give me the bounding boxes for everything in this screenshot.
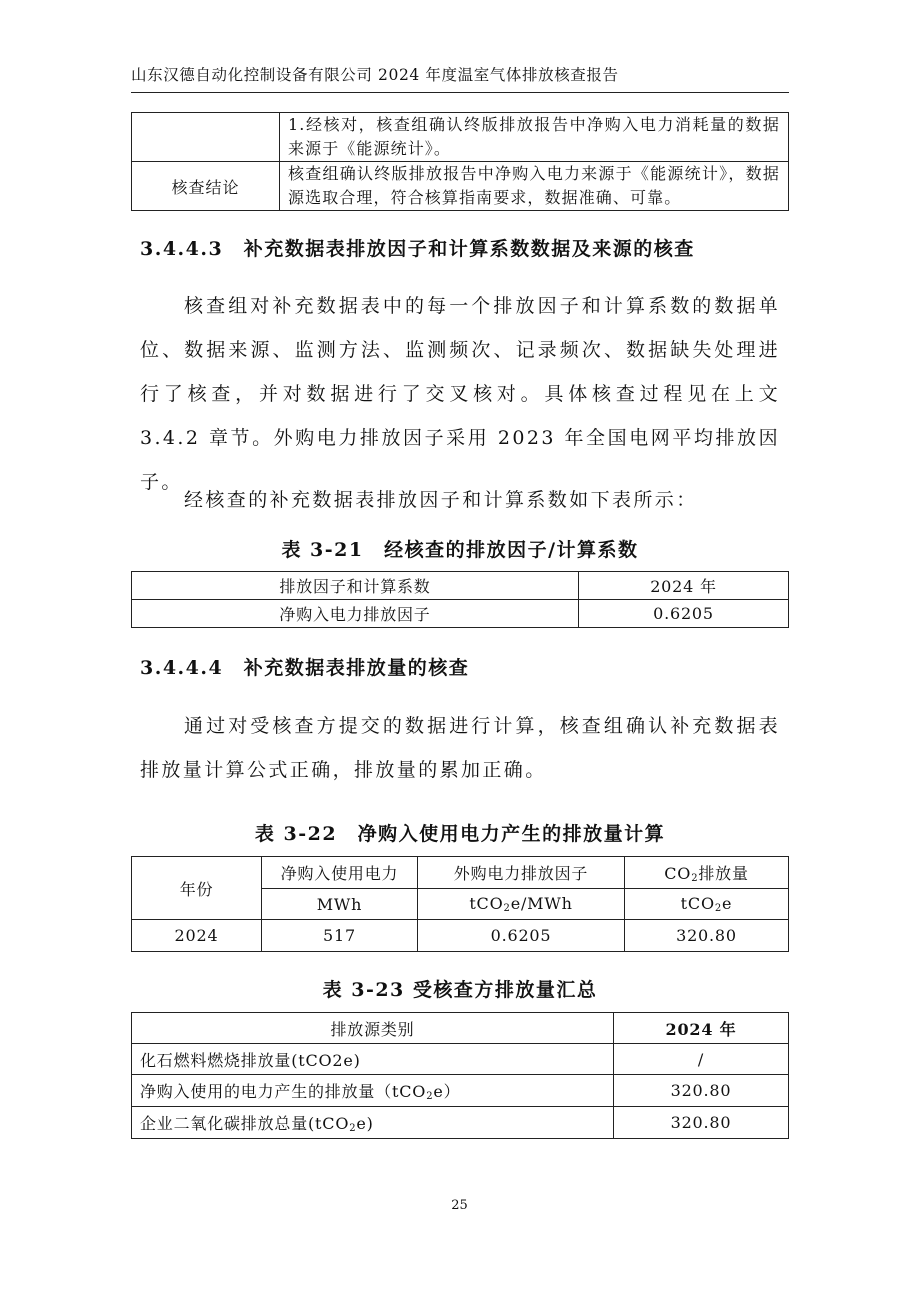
table-3-23-row-total-value: 320.80: [614, 1107, 789, 1139]
table-3-21-header-year: 2024 年: [579, 572, 789, 600]
table-3-22-unit-factor: tCO$_2$e/MWh: [418, 889, 625, 920]
table-3-23-header-year: 2024 年: [614, 1013, 789, 1044]
table-3-22-unit-power: MWh: [262, 889, 418, 920]
table-3-21-caption: 表 3-21 经核查的排放因子/计算系数: [281, 539, 639, 561]
table-3-23-row-power-label: 净购入使用的电力产生的排放量（tCO$_2$e）: [132, 1075, 614, 1107]
table-3-23-row-fossil-label: 化石燃料燃烧排放量(tCO2e): [132, 1044, 614, 1075]
section-3443-paragraph-2: 经核查的补充数据表排放因子和计算系数如下表所示：: [184, 489, 698, 511]
table-3-21: [131, 571, 789, 628]
table-3-21-row-label: 净购入电力排放因子: [132, 600, 579, 628]
table-3-21-header-factor: 排放因子和计算系数: [132, 572, 579, 600]
table-3-22-row-power: 517: [262, 920, 418, 952]
table-3-22-row-emission: 320.80: [625, 920, 789, 952]
section-heading-3444: 3.4.4.4 补充数据表排放量的核查: [140, 657, 470, 679]
table-3-22-col-factor: 外购电力排放因子: [418, 857, 625, 889]
table-3-22-col-power: 净购入使用电力: [262, 857, 418, 889]
table-3-23-row-fossil-value: /: [614, 1044, 789, 1075]
table-3-23-row-power-value: 320.80: [614, 1075, 789, 1107]
table-3-22-col-year: 年份: [132, 857, 262, 920]
conclusion-label: 核查结论: [132, 162, 280, 211]
table-3-23-caption: 表 3-23 受核查方排放量汇总: [322, 979, 598, 1001]
table-3-22: [131, 856, 789, 952]
table-3-22-row-factor: 0.6205: [418, 920, 625, 952]
table-3-22-unit-emission: tCO$_2$e: [625, 889, 789, 920]
section-heading-3443: 3.4.4.3 补充数据表排放因子和计算系数数据及来源的核查: [140, 238, 695, 260]
table-3-23-row-total-label: 企业二氧化碳排放总量(tCO$_2$e): [132, 1107, 614, 1139]
table-3-23-header-source: 排放源类别: [132, 1013, 614, 1044]
section-3443-paragraph-1: 核查组对补充数据表中的每一个排放因子和计算系数的数据单位、数据来源、监测方法、监测频次、记录频次、数据缺失处理进行了核查，并对数据进行了交叉核对。具体核查过程见在上文 3.4.2 章节。外购电力排放因子采用 2023 年全国电网平均排放因子。: [140, 295, 780, 493]
verification-conclusion-table: [131, 112, 789, 211]
table-3-22-col-emission: $CO_2$排放量: [625, 857, 789, 889]
verification-note: 1.经核对，核查组确认终版排放报告中净购入电力消耗量的数据来源于《能源统计》。: [280, 113, 789, 162]
table-3-22-caption: 表 3-22 净购入使用电力产生的排放量计算: [254, 823, 666, 845]
page-header: 山东汉德自动化控制设备有限公司 2024 年度温室气体排放核查报告: [131, 58, 789, 93]
table-3-21-row-value: 0.6205: [579, 600, 789, 628]
page-number: 25: [451, 1198, 468, 1213]
table-3-23: [131, 1012, 789, 1139]
conclusion-text: 核查组确认终版排放报告中净购入电力来源于《能源统计》，数据源选取合理，符合核算指南要求，数据准确、可靠。: [280, 162, 789, 211]
empty-label-cell: [132, 113, 280, 162]
table-3-22-row-year: 2024: [132, 920, 262, 952]
section-3444-paragraph: 通过对受核查方提交的数据进行计算，核查组确认补充数据表排放量计算公式正确，排放量的累加正确。: [140, 715, 780, 781]
